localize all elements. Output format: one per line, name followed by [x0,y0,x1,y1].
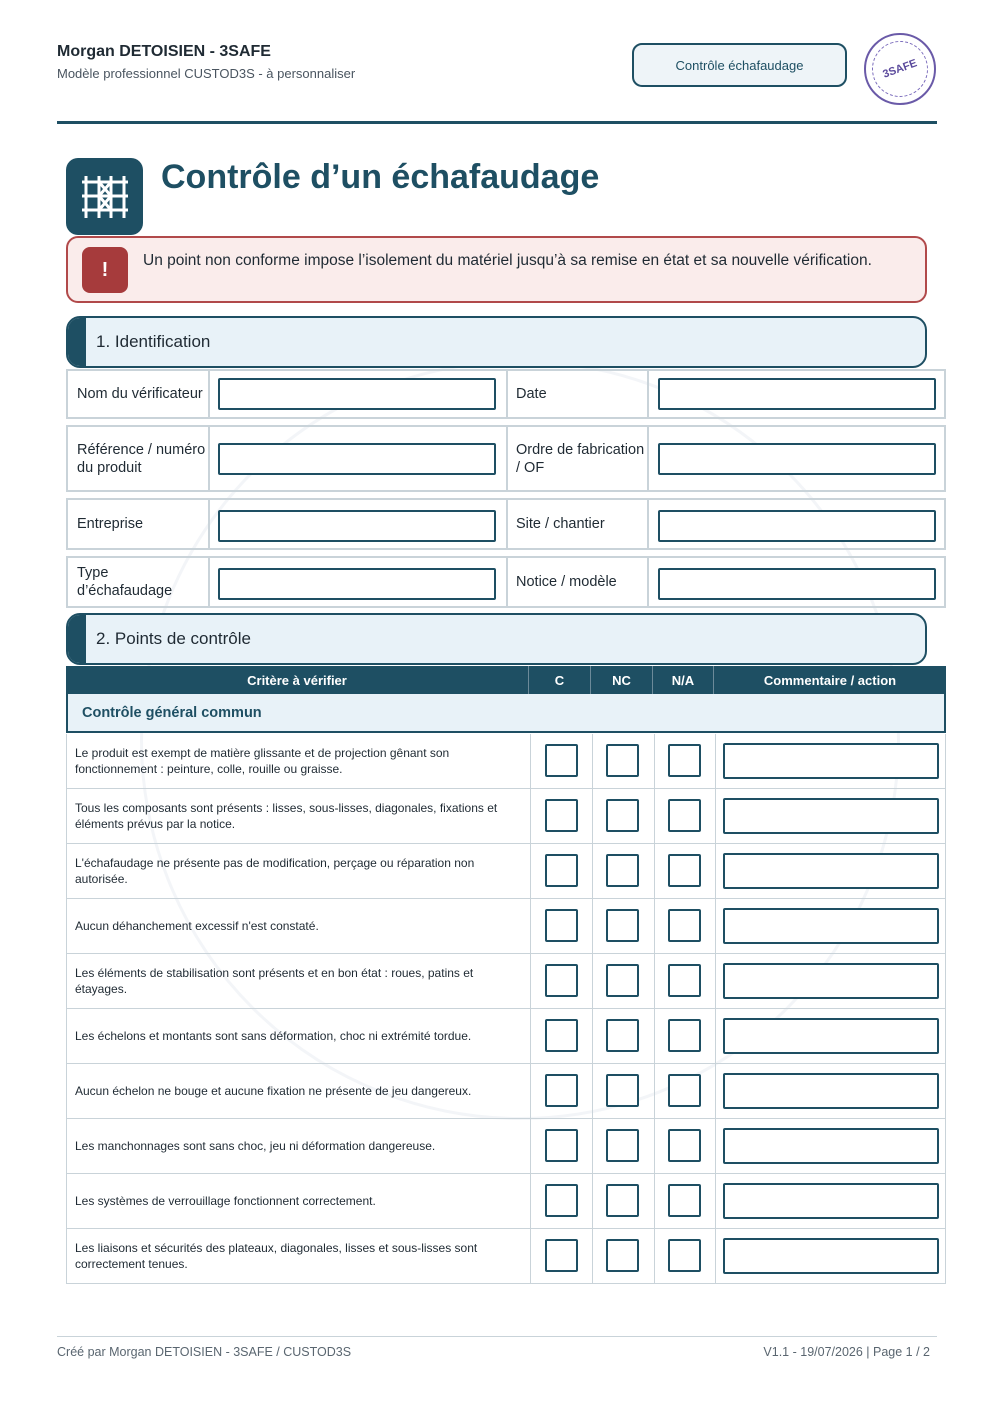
noncompliant-checkbox[interactable] [606,1019,639,1052]
noncompliant-checkbox[interactable] [606,1184,639,1217]
footer-version-page: V1.1 - 19/07/2026 | Page 1 / 2 [763,1345,930,1359]
noncompliant-checkbox[interactable] [606,964,639,997]
criterion-text: Les liaisons et sécurités des plateaux, diagonales, lisses et sous-lisses sont correctement tenues. [75,1241,478,1271]
cell-divider [654,1229,655,1283]
cell-divider [715,734,716,788]
cell-divider [715,899,716,953]
criterion-text: Le produit est exempt de matière glissante et de projection gênant son fonctionnement : peinture, colle, rouille ou graisse. [75,746,450,776]
noncompliant-checkbox[interactable] [606,744,639,777]
not-applicable-checkbox[interactable] [668,799,701,832]
table-row [66,1064,946,1119]
field-label: Date [516,386,547,402]
cell-divider [592,1229,593,1283]
compliant-checkbox[interactable] [545,744,578,777]
comment-field[interactable] [723,853,939,889]
company-seal-logo [864,33,936,105]
cell-divider [208,427,210,490]
noncompliant-checkbox[interactable] [606,854,639,887]
compliant-checkbox[interactable] [545,909,578,942]
cell-divider [715,1174,716,1228]
cell-divider [715,1229,716,1283]
not-applicable-checkbox[interactable] [668,1074,701,1107]
noncompliant-checkbox[interactable] [606,1239,639,1272]
comment-field[interactable] [723,1128,939,1164]
cell-divider [592,1174,593,1228]
identification-row [66,425,946,492]
noncompliant-checkbox[interactable] [606,909,639,942]
page-header [57,43,937,123]
section-accent-bar [68,615,86,663]
product-reference-field[interactable] [218,443,496,475]
table-row [66,1009,946,1064]
column-header-comment: Commentaire / action [763,672,897,688]
comment-field[interactable] [723,963,939,999]
table-row [66,1119,946,1174]
not-applicable-checkbox[interactable] [668,964,701,997]
cell-divider [715,1119,716,1173]
table-row [66,1174,946,1229]
cell-divider [592,734,593,788]
cell-divider [654,1009,655,1063]
section-title: 2. Points de contrôle [96,629,251,648]
identification-row [66,556,946,608]
column-header-compliant: C [529,666,591,694]
date-field[interactable] [658,378,936,410]
group-title-row: Contrôle général commun [66,694,946,733]
cell-divider [654,1174,655,1228]
cell-divider [506,500,508,548]
cell-divider [654,844,655,898]
cell-divider [592,1009,593,1063]
table-row [66,789,946,844]
cell-divider [592,1064,593,1118]
cell-divider [506,558,508,606]
cell-divider [506,371,508,417]
cell-divider [506,427,508,490]
comment-field[interactable] [723,743,939,779]
compliant-checkbox[interactable] [545,1239,578,1272]
cell-divider [654,954,655,1008]
identification-row [66,369,946,419]
cell-divider [530,844,531,898]
column-header-not-applicable: N/A [653,666,714,694]
alert-text: Un point non conforme impose l’isolement du matériel jusqu’à sa remise en état et sa nouvelle vérification. [143,252,872,269]
column-header-criterion: Critère à vérifier [66,666,529,694]
not-applicable-checkbox[interactable] [668,1184,701,1217]
field-label: Référence / numéro du produit [77,441,206,476]
compliant-checkbox[interactable] [545,1074,578,1107]
compliant-checkbox[interactable] [545,1184,578,1217]
seal-text: 3SAFE [864,33,936,105]
cell-divider [654,899,655,953]
comment-field[interactable] [723,798,939,834]
criterion-text: Les systèmes de verrouillage fonctionnent correctement. [75,1194,376,1208]
cell-divider [654,789,655,843]
table-header-row [66,666,946,694]
cell-divider [647,500,649,548]
cell-divider [208,500,210,548]
cell-divider [208,371,210,417]
section-identification-header [66,316,927,368]
scaffold-icon [66,158,143,235]
column-header-noncompliant: NC [591,666,653,694]
not-applicable-checkbox[interactable] [668,854,701,887]
notice-model-field[interactable] [658,568,936,600]
criterion-text: Les échelons et montants sont sans déformation, choc ni extrémité tordue. [75,1029,472,1043]
table-row [66,844,946,899]
cell-divider [208,558,210,606]
footer-divider [57,1336,937,1337]
noncompliant-checkbox[interactable] [606,799,639,832]
criterion-text: L'échafaudage ne présente pas de modification, perçage ou réparation non autorisée. [75,856,475,886]
cell-divider [592,789,593,843]
criterion-text: Tous les composants sont présents : lisses, sous-lisses, diagonales, fixations et éléments prévus par la notice. [75,801,498,831]
field-label: Notice / modèle [516,574,617,590]
cell-divider [530,789,531,843]
cell-divider [530,1174,531,1228]
cell-divider [592,954,593,1008]
site-field[interactable] [658,510,936,542]
comment-field[interactable] [723,908,939,944]
noncompliant-checkbox[interactable] [606,1074,639,1107]
field-label: Site / chantier [516,516,605,532]
comment-field[interactable] [723,1073,939,1109]
compliant-checkbox[interactable] [545,964,578,997]
noncompliant-checkbox[interactable] [606,1129,639,1162]
template-subtitle: Modèle professionnel CUSTOD3S - à personnaliser [57,66,356,81]
cell-divider [592,1119,593,1173]
compliant-checkbox[interactable] [545,1129,578,1162]
footer-credit: Créé par Morgan DETOISIEN - 3SAFE / CUSTOD3S [57,1345,352,1359]
cell-divider [530,954,531,1008]
comment-field[interactable] [723,1018,939,1054]
nonconformity-alert [66,236,927,303]
criterion-text: Aucun échelon ne bouge et aucune fixation ne présente de jeu dangereux. [75,1084,472,1098]
criterion-text: Les manchonnages sont sans choc, jeu ni déformation dangereuse. [75,1139,436,1153]
field-label: Nom du vérificateur [77,386,203,402]
header-divider [57,121,937,124]
cell-divider [647,427,649,490]
warning-icon: ! [82,247,128,293]
cell-divider [530,1119,531,1173]
cell-divider [647,371,649,417]
cell-divider [530,1229,531,1283]
scaffold-type-field[interactable] [218,568,496,600]
cell-divider [715,844,716,898]
cell-divider [654,1064,655,1118]
compliant-checkbox[interactable] [545,854,578,887]
not-applicable-checkbox[interactable] [668,1019,701,1052]
cell-divider [530,734,531,788]
cell-divider [592,899,593,953]
table-row [66,954,946,1009]
table-row [66,734,946,789]
not-applicable-checkbox[interactable] [668,744,701,777]
section-accent-bar [68,318,86,366]
company-field[interactable] [218,510,496,542]
comment-field[interactable] [723,1238,939,1274]
criterion-text: Les éléments de stabilisation sont présents et en bon état : roues, patins et étayages. [75,966,474,996]
cell-divider [647,558,649,606]
field-label: Entreprise [77,516,144,532]
verifier-name-field[interactable] [218,378,496,410]
compliant-checkbox[interactable] [545,799,578,832]
cell-divider [715,1064,716,1118]
cell-divider [654,734,655,788]
identification-row [66,498,946,550]
cell-divider [715,954,716,1008]
cell-divider [530,1064,531,1118]
cell-divider [654,1119,655,1173]
page-title: Contrôle d’un échafaudage [161,158,600,196]
section-title: 1. Identification [96,332,211,351]
compliant-checkbox[interactable] [545,1019,578,1052]
not-applicable-checkbox[interactable] [668,1129,701,1162]
cell-divider [530,1009,531,1063]
cell-divider [715,1009,716,1063]
fabrication-order-field[interactable] [658,443,936,475]
field-label: Type d’échafaudage [77,565,173,599]
not-applicable-checkbox[interactable] [668,1239,701,1272]
field-label: Ordre de fabrication / OF [516,441,645,476]
table-row [66,1229,946,1284]
comment-field[interactable] [723,1183,939,1219]
cell-divider [715,789,716,843]
author-name: Morgan DETOISIEN - 3SAFE [57,43,271,60]
not-applicable-checkbox[interactable] [668,909,701,942]
document-type-badge: Contrôle échafaudage [632,43,847,87]
criterion-text: Aucun déhanchement excessif n'est constaté. [75,919,319,933]
table-row [66,899,946,954]
cell-divider [592,844,593,898]
section-checkpoints-header [66,613,927,665]
cell-divider [530,899,531,953]
